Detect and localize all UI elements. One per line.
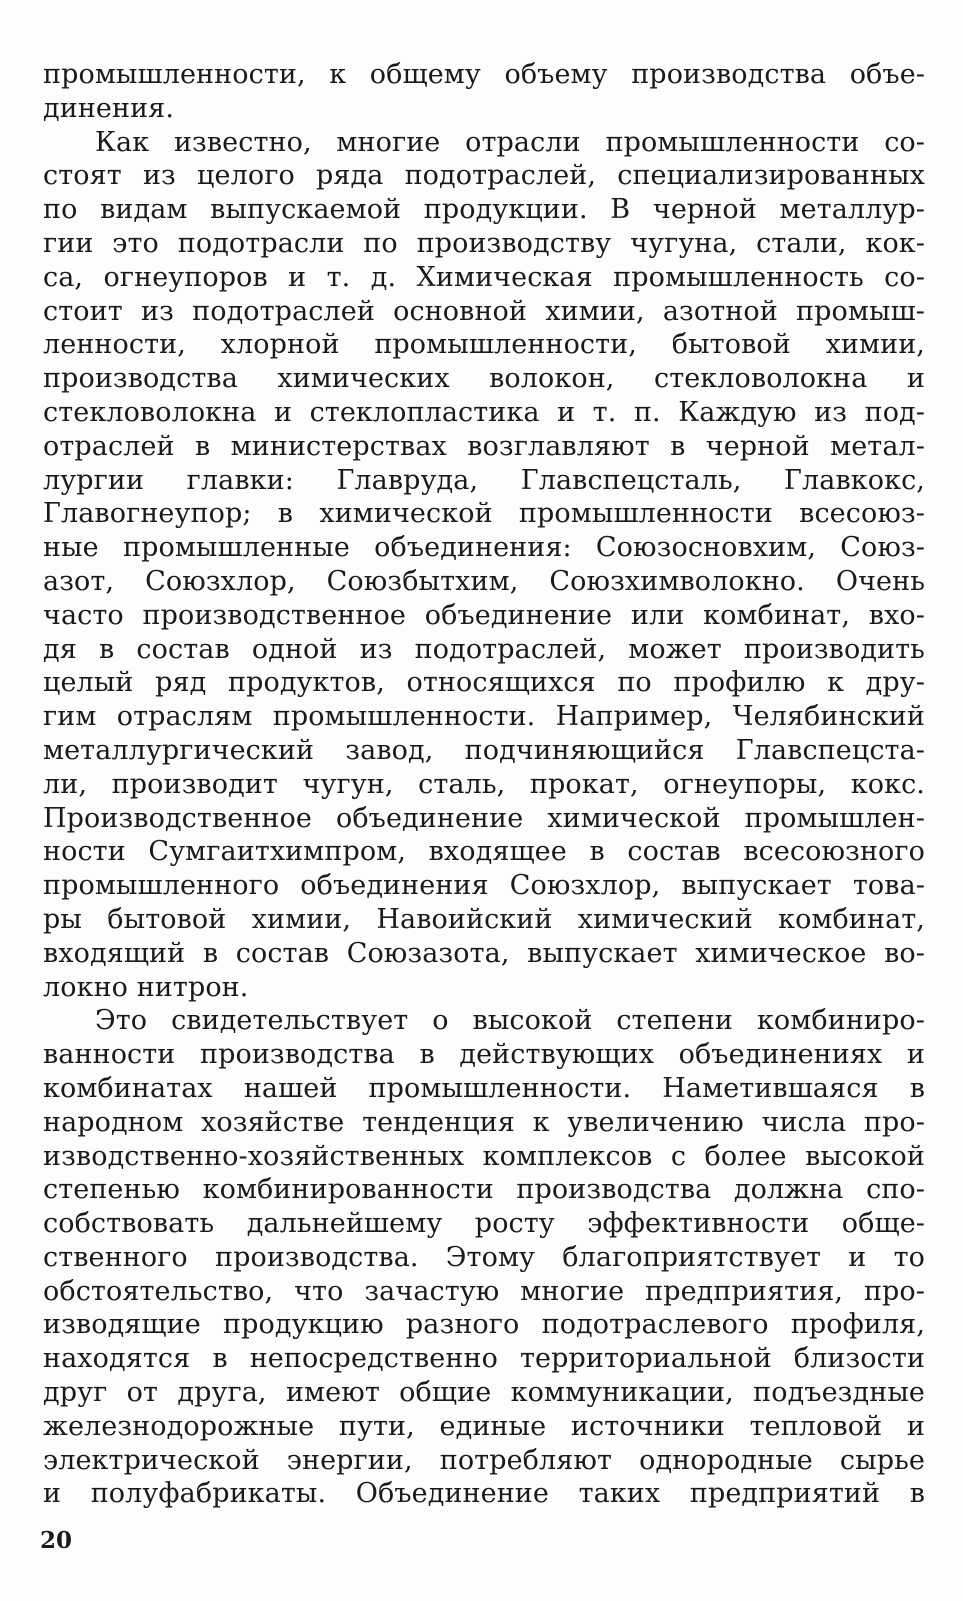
text-line: входящий в состав Союзазота, выпускает химическое во-	[43, 937, 925, 969]
text-line: дя в состав одной из подотраслей, может производить	[43, 633, 925, 665]
text-line: промышленности, к общему объему производства объе-	[43, 59, 925, 90]
text-line: отраслей в министерствах возглавляют в черной метал-	[43, 430, 925, 462]
text-line: промышленного объединения Союзхлор, выпускает това-	[43, 870, 925, 902]
text-line: ности Сумгаитхимпром, входящее в состав всесоюзного	[43, 836, 925, 868]
paragraph	[43, 58, 925, 126]
text-line: железнодорожные пути, единые источники тепловой и	[43, 1410, 925, 1442]
text-line: стоят из целого ряда подотраслей, специализированных	[43, 160, 925, 192]
text-line: электрической энергии, потребляют однородные сырье	[43, 1444, 925, 1476]
text-line: друг от друга, имеют общие коммуникации, подъездные	[43, 1377, 925, 1409]
text-line: и полуфабрикаты. Объединение таких предприятий в	[43, 1478, 925, 1510]
text-line: ры бытовой химии, Навоийский химический комбинат,	[43, 903, 925, 935]
text-line: изводящие продукцию разного подотраслевого профиля,	[43, 1309, 925, 1341]
text-line: степенью комбинированности производства должна спо-	[43, 1174, 925, 1206]
text-line: ленности, хлорной промышленности, бытовой химии,	[43, 329, 925, 361]
text-line: собствовать дальнейшему росту эффективности обще-	[43, 1208, 925, 1240]
text-line: лургии главки: Главруда, Главспецсталь, Главкокс,	[43, 464, 925, 496]
text-line: ли, производит чугун, сталь, прокат, огнеупоры, кокс.	[43, 768, 925, 800]
body-text	[43, 58, 925, 1511]
text-line: локно нитрон.	[43, 971, 249, 1003]
text-line: азот, Союзхлор, Союзбытхим, Союзхимволокно. Очень	[43, 565, 925, 597]
text-line: ванности производства в действующих объединениях и	[43, 1039, 925, 1071]
text-line: ственного производства. Этому благоприятствует и то	[43, 1241, 925, 1273]
text-line: обстоятельство, что зачастую многие предприятия, про-	[43, 1275, 925, 1307]
text-line: производства химических волокон, стекловолокна и	[43, 363, 925, 395]
text-line: Производственное объединение химической промышлен-	[43, 802, 925, 834]
text-line: ные промышленные объединения: Союзосновхим, Союз-	[43, 532, 925, 564]
text-line: по видам выпускаемой продукции. В черной металлур-	[43, 194, 925, 226]
text-line: стекловолокна и стеклопластика и т. п. Каждую из под-	[43, 396, 925, 428]
text-line: Как известно, многие отрасли промышленности со-	[95, 126, 925, 158]
paragraph	[43, 1004, 925, 1511]
text-line: са, огнеупоров и т. д. Химическая промышленность со-	[43, 261, 925, 293]
text-line: металлургический завод, подчиняющийся Главспецста-	[43, 734, 925, 766]
text-line: народном хозяйстве тенденция к увеличению числа про-	[43, 1106, 925, 1138]
text-line: гим отраслям промышленности. Например, Челябинский	[43, 701, 925, 733]
text-line: часто производственное объединение или комбинат, вхо-	[43, 599, 925, 631]
text-line: находятся в непосредственно территориальной близости	[43, 1343, 925, 1375]
text-line: целый ряд продуктов, относящихся по профилю к дру-	[43, 667, 925, 699]
page-number: 20	[40, 1527, 73, 1554]
text-line: Это свидетельствует о высокой степени комбиниро-	[95, 1005, 925, 1037]
text-line: гии это подотрасли по производству чугуна, стали, кок-	[43, 227, 925, 259]
text-line: стоит из подотраслей основной химии, азотной промыш-	[43, 295, 925, 327]
paragraph	[43, 126, 925, 1005]
text-line: динения.	[43, 92, 175, 124]
text-line: изводственно-хозяйственных комплексов с более высокой	[43, 1140, 925, 1172]
text-line: Главогнеупор; в химической промышленности всесоюз-	[43, 498, 925, 530]
text-line: комбинатах нашей промышленности. Наметившаяся в	[43, 1072, 925, 1104]
